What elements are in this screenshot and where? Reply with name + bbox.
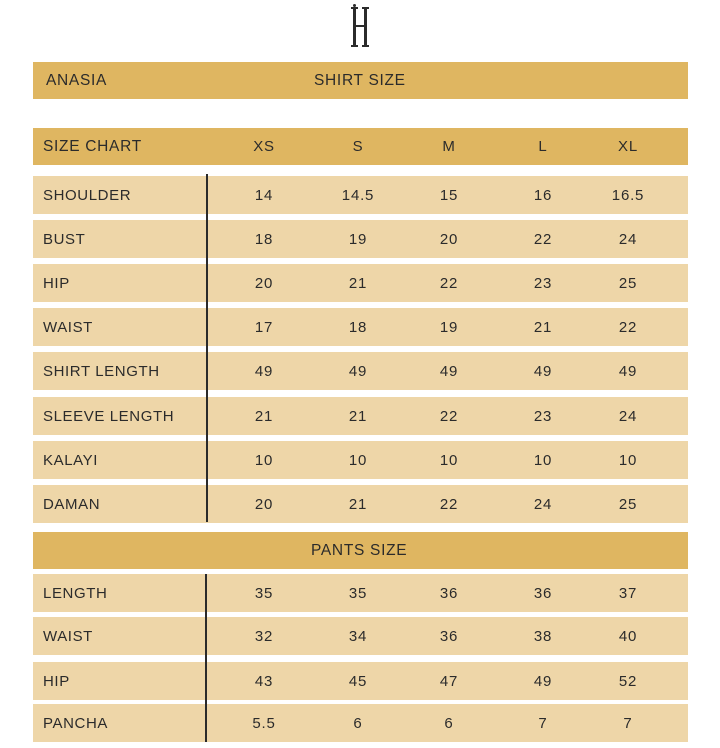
table-row <box>33 662 688 700</box>
cell-value: 49 <box>439 362 459 380</box>
size-header-m: M <box>442 138 456 155</box>
table-row <box>33 485 688 523</box>
table-row <box>33 397 688 435</box>
cell-value: 22 <box>439 274 459 292</box>
row-label: LENGTH <box>43 584 108 602</box>
cell-value: 24 <box>533 495 553 513</box>
cell-value: 6 <box>444 714 454 732</box>
table-row <box>33 220 688 258</box>
cell-value: 15 <box>439 186 459 204</box>
table-row <box>33 308 688 346</box>
cell-value: 10 <box>533 451 553 469</box>
size-header-xl: XL <box>618 138 638 155</box>
pants-size-title: PANTS SIZE <box>311 541 408 559</box>
cell-value: 21 <box>348 274 368 292</box>
cell-value: 20 <box>254 495 274 513</box>
cell-value: 10 <box>439 451 459 469</box>
cell-value: 24 <box>618 230 638 248</box>
cell-value: 14 <box>254 186 274 204</box>
cell-value: 22 <box>533 230 553 248</box>
cell-value: 45 <box>348 672 368 690</box>
cell-value: 19 <box>439 318 459 336</box>
cell-value: 7 <box>538 714 548 732</box>
cell-value: 36 <box>439 627 459 645</box>
cell-value: 22 <box>439 407 459 425</box>
cell-value: 7 <box>623 714 633 732</box>
cell-value: 35 <box>348 584 368 602</box>
size-header-s: S <box>352 138 364 155</box>
cell-value: 36 <box>439 584 459 602</box>
pants-column-divider <box>205 574 207 742</box>
cell-value: 10 <box>348 451 368 469</box>
brand-name: ANASIA <box>46 71 108 89</box>
cell-value: 43 <box>254 672 274 690</box>
size-chart-label: SIZE CHART <box>43 137 142 155</box>
cell-value: 20 <box>254 274 274 292</box>
table-row <box>33 574 688 612</box>
h-monogram-logo-icon <box>348 4 372 50</box>
cell-value: 25 <box>618 274 638 292</box>
cell-value: 23 <box>533 407 553 425</box>
size-chart-header <box>33 128 688 165</box>
row-label: SHIRT LENGTH <box>43 362 160 380</box>
shirt-column-divider <box>206 174 208 522</box>
cell-value: 14.5 <box>341 186 375 204</box>
table-row <box>33 441 688 479</box>
cell-value: 47 <box>439 672 459 690</box>
row-label: WAIST <box>43 318 93 336</box>
cell-value: 17 <box>254 318 274 336</box>
cell-value: 21 <box>348 495 368 513</box>
size-header-xs: XS <box>253 138 275 155</box>
cell-value: 49 <box>254 362 274 380</box>
cell-value: 19 <box>348 230 368 248</box>
cell-value: 18 <box>254 230 274 248</box>
row-label: PANCHA <box>43 714 108 732</box>
shirt-size-banner <box>33 62 688 99</box>
cell-value: 10 <box>254 451 274 469</box>
cell-value: 10 <box>618 451 638 469</box>
cell-value: 36 <box>533 584 553 602</box>
shirt-size-title: SHIRT SIZE <box>314 71 406 89</box>
pants-size-banner <box>33 532 688 569</box>
cell-value: 16 <box>533 186 553 204</box>
cell-value: 21 <box>533 318 553 336</box>
row-label: WAIST <box>43 627 93 645</box>
cell-value: 21 <box>254 407 274 425</box>
row-label: SHOULDER <box>43 186 132 204</box>
cell-value: 22 <box>439 495 459 513</box>
cell-value: 34 <box>348 627 368 645</box>
table-row <box>33 617 688 655</box>
cell-value: 18 <box>348 318 368 336</box>
cell-value: 37 <box>618 584 638 602</box>
cell-value: 22 <box>618 318 638 336</box>
cell-value: 49 <box>533 672 553 690</box>
cell-value: 24 <box>618 407 638 425</box>
table-row <box>33 176 688 214</box>
row-label: DAMAN <box>43 495 101 513</box>
row-label: KALAYI <box>43 451 99 469</box>
cell-value: 38 <box>533 627 553 645</box>
cell-value: 23 <box>533 274 553 292</box>
cell-value: 32 <box>254 627 274 645</box>
row-label: BUST <box>43 230 86 248</box>
cell-value: 49 <box>348 362 368 380</box>
table-row <box>33 264 688 302</box>
cell-value: 35 <box>254 584 274 602</box>
cell-value: 49 <box>618 362 638 380</box>
cell-value: 21 <box>348 407 368 425</box>
cell-value: 49 <box>533 362 553 380</box>
cell-value: 5.5 <box>252 714 276 732</box>
cell-value: 16.5 <box>611 186 645 204</box>
cell-value: 20 <box>439 230 459 248</box>
cell-value: 52 <box>618 672 638 690</box>
size-header-l: L <box>538 138 548 155</box>
table-row <box>33 704 688 742</box>
cell-value: 25 <box>618 495 638 513</box>
row-label: HIP <box>43 672 70 690</box>
row-label: SLEEVE LENGTH <box>43 407 175 425</box>
cell-value: 40 <box>618 627 638 645</box>
table-row <box>33 352 688 390</box>
cell-value: 6 <box>353 714 363 732</box>
row-label: HIP <box>43 274 70 292</box>
